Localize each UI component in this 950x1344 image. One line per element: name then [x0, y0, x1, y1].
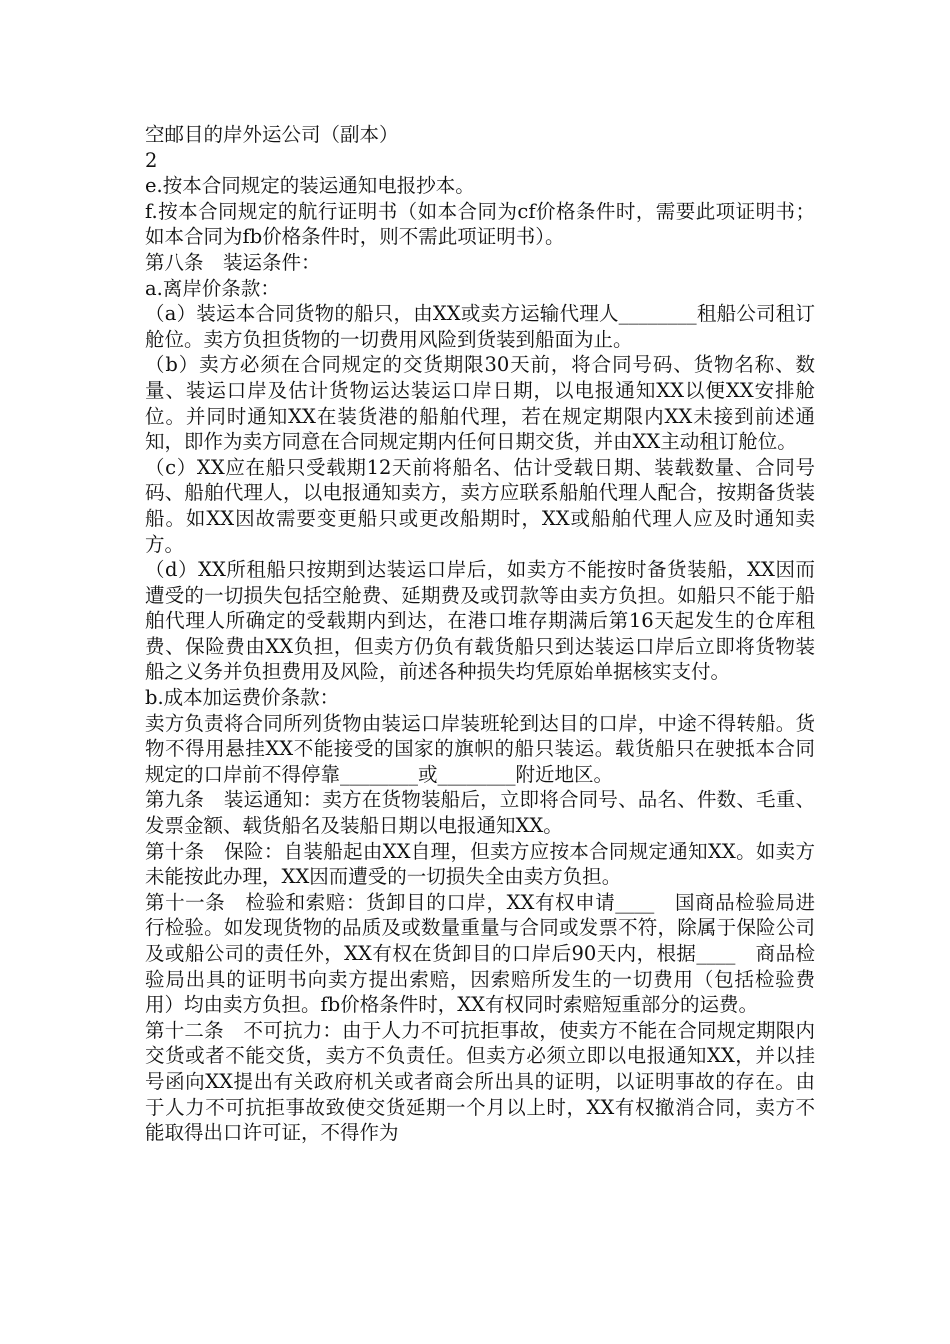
clause-a-item-d: （d）XX所租船只按期到达装运口岸后，如卖方不能按时备货装船，XX因而遭受的一切损失包括空舱费、延期费及或罚款等由卖方负担。如船只不能于船舶代理人所确定的受载期内到达，在港口堆存期满后第16天起发生的仓库租费、保险费由XX负担，但卖方仍负有载货船只到达装运口岸后立即将货物装船之义务并负担费用及风险，前述各种损失均凭原始单据核实支付。 — [145, 558, 815, 684]
paragraph-item-e: e.按本合同规定的装运通知电报抄本。 — [145, 174, 475, 198]
article-9: 第九条 装运通知：卖方在货物装船后，立即将合同号、品名、件数、毛重、发票金额、载货船名及装船日期以电报通知XX。 — [145, 788, 815, 838]
clause-a-heading: a.离岸价条款： — [145, 276, 280, 300]
clause-b-heading: b.成本加运费价条款： — [145, 686, 340, 710]
clause-a-item-c: （c）XX应在船只受载期12天前将船名、估计受载日期、装载数量、合同号码、船舶代理人，以电报通知卖方，卖方应联系船舶代理人配合，按期备货装船。如XX因故需要变更船只或更改船期时，XX或船舶代理人应及时通知卖方。 — [145, 455, 815, 556]
clause-a-item-a: （a）装运本合同货物的船只，由XX或卖方运输代理人________租船公司租订舱位。卖方负担货物的一切费用风险到货装到船面为止。 — [145, 302, 815, 351]
paragraph-heading-copy: 空邮目的岸外运公司（副本） — [145, 123, 399, 146]
paragraph-number: 2 — [145, 148, 158, 172]
article-10: 第十条 保险：自装船起由XX自理，但卖方应按本合同规定通知XX。如卖方未能按此办理，XX因而遭受的一切损失全由卖方负担。 — [145, 839, 815, 889]
clause-b-body: 卖方负责将合同所列货物由装运口岸装班轮到达目的口岸，中途不得转船。货物不得用悬挂XX不能接受的国家的旗帜的船只装运。载货船只在驶抵本合同规定的口岸前不得停靠________或________附近地区。 — [145, 711, 815, 786]
article-12: 第十二条 不可抗力：由于人力不可抗拒事故，使卖方不能在合同规定期限内交货或者不能交货，卖方不负责任。但卖方必须立即以电报通知XX，并以挂号函向XX提出有关政府机关或者商会所出具的证明，以证明事故的存在。由于人力不可抗拒事故致使交货延期一个月以上时，XX有权撤消合同，卖方不能取得出口许可证，不得作为 — [145, 1018, 815, 1145]
document-body — [145, 122, 815, 1146]
article-8-heading: 第八条 装运条件： — [145, 250, 321, 274]
article-11: 第十一条 检验和索赔：货卸目的口岸，XX有权申请____ 国商品检验局进行检验。如发现货物的品质及或数量重量与合同或发票不符，除属于保险公司及或船公司的责任外，XX有权在货卸目的口岸后90天内，根据____ 商品检验局出具的证明书向卖方提出索赔，因索赔所发生的一切费用（包括检验费用）均由卖方负担。fb价格条件时，XX有权同时索赔短重部分的运费。 — [145, 890, 815, 1017]
clause-a-item-b: （b）卖方必须在合同规定的交货期限30天前，将合同号码、货物名称、数量、装运口岸及估计货物运达装运口岸日期，以电报通知XX以便XX安排舱位。并同时通知XX在装货港的船舶代理，若在规定期限内XX未接到前述通知，即作为卖方同意在合同规定期内任何日期交货，并由XX主动租订舱位。 — [145, 353, 815, 454]
paragraph-item-f: f.按本合同规定的航行证明书（如本合同为cf价格条件时，需要此项证明书；如本合同为fb价格条件时，则不需此项证明书）。 — [145, 199, 815, 249]
